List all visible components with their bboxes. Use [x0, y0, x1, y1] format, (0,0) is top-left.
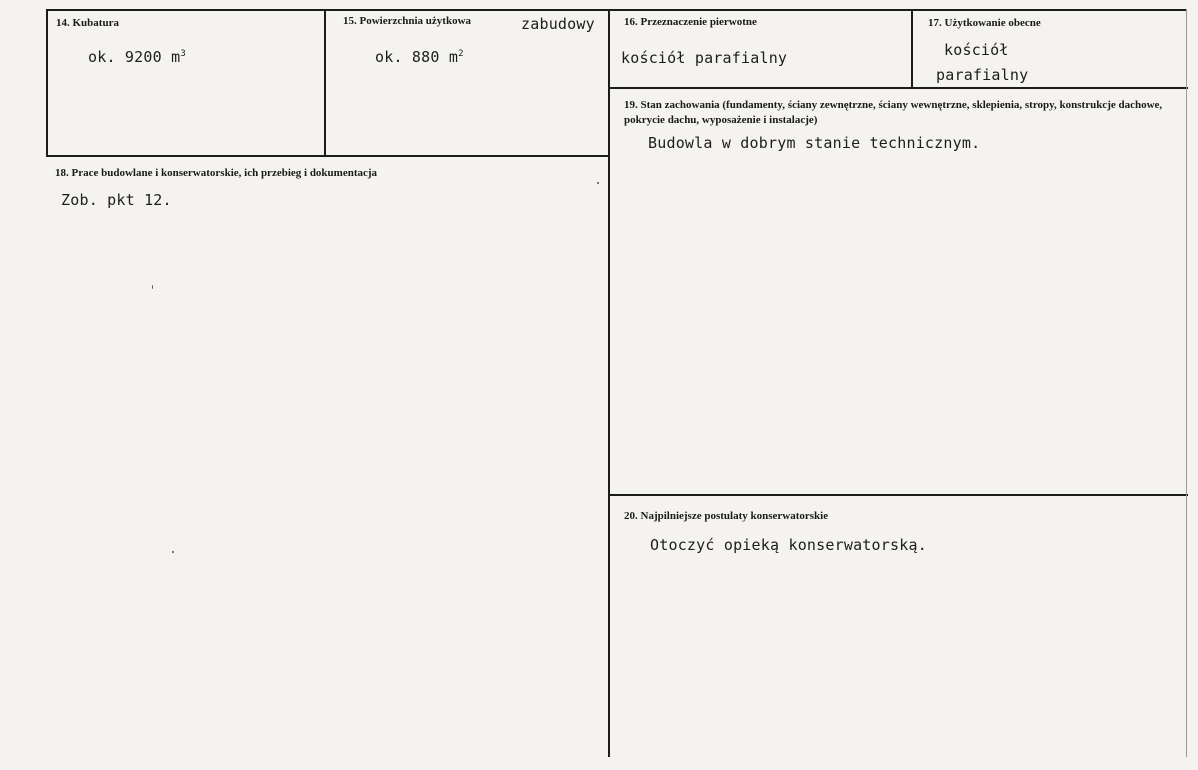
top-border [46, 9, 1186, 11]
row-divider-19-20 [608, 494, 1188, 496]
field-16-value: kościół parafialny [621, 49, 788, 67]
field-20-label: 20. Najpilniejsze postulaty konserwatorskie [624, 510, 829, 522]
scan-speck [152, 285, 153, 289]
field-15-value-text: ok. 880 m [375, 48, 459, 66]
field-15-label: 15. Powierzchnia użytkowa [343, 15, 472, 27]
scan-speck [172, 551, 174, 553]
row-divider-14-18 [46, 155, 610, 157]
field-17-value-line2: parafialny [936, 66, 1029, 84]
field-19-label: 19. Stan zachowania (fundamenty, ściany zewnętrzne, ściany wewnętrzne, sklepienia, stropy, konstrukcje dachowe, pokrycie dachu, wyposażenie i instalacje) [624, 99, 1163, 126]
field-14-value [88, 48, 186, 66]
field-15-value [375, 48, 464, 66]
field-15-label-typed: zabudowy [521, 15, 595, 33]
right-border [1186, 9, 1187, 757]
field-17-value-line1: kościół [944, 41, 1009, 59]
field-18-value: Zob. pkt 12. [61, 191, 172, 209]
row-divider-16-19 [608, 87, 1188, 89]
field-14-label: 14. Kubatura [56, 17, 119, 29]
field-14-value-text: ok. 9200 m [88, 48, 181, 66]
left-border [46, 9, 48, 157]
field-14-value-sup: 3 [180, 49, 186, 59]
field-16-label: 16. Przeznaczenie pierwotne [624, 16, 757, 28]
field-15-value-sup: 2 [458, 49, 464, 59]
scan-speck [597, 182, 599, 184]
field-18-label: 18. Prace budowlane i konserwatorskie, ich przebieg i dokumentacja [55, 167, 378, 179]
field-17-label: 17. Użytkowanie obecne [928, 17, 1041, 29]
divider-16-17 [911, 9, 913, 87]
field-20-value: Otoczyć opieką konserwatorską. [650, 536, 927, 554]
field-19-value: Budowla w dobrym stanie technicznym. [648, 134, 981, 152]
divider-14-15 [324, 9, 326, 157]
divider-15-16 [608, 9, 610, 757]
